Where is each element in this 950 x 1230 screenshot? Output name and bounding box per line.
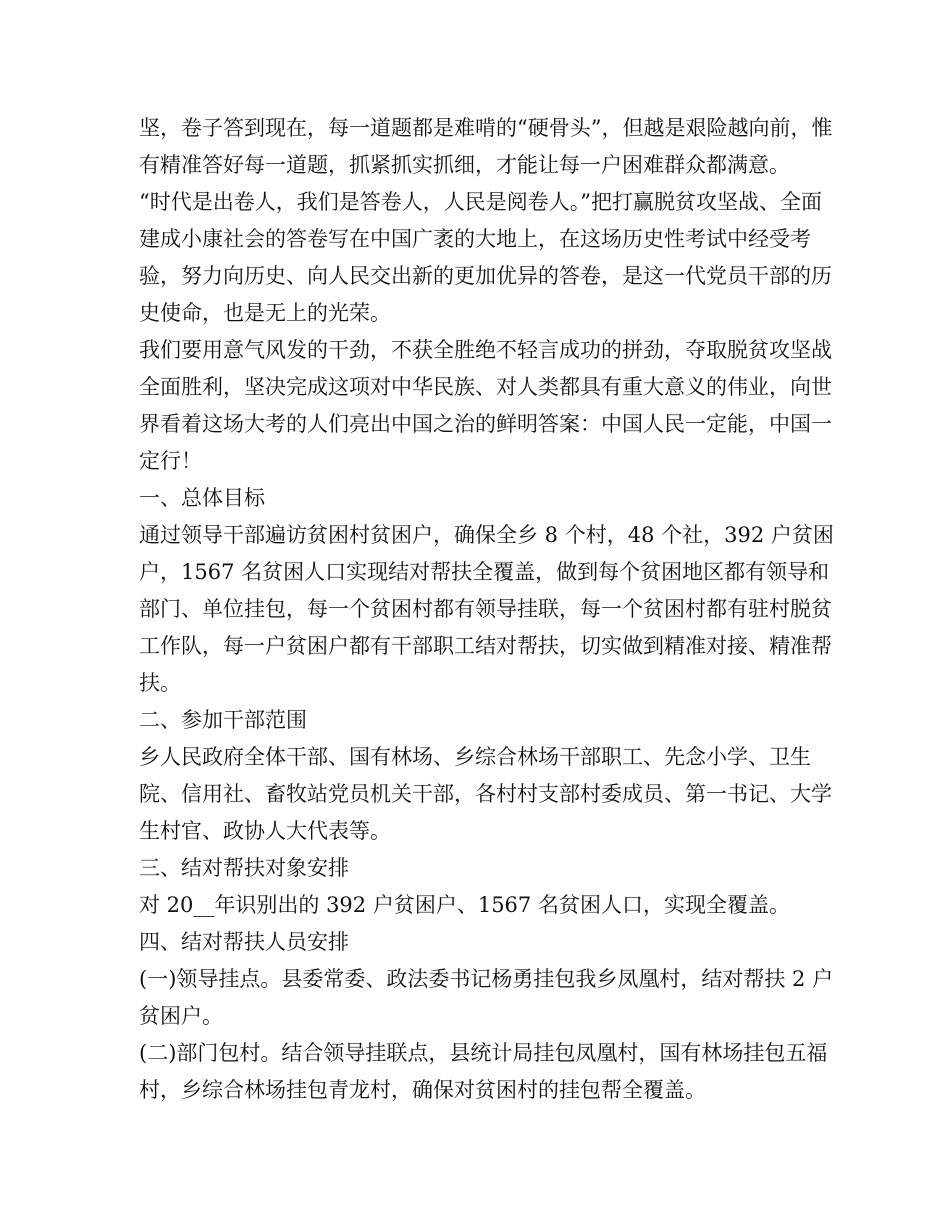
paragraph-leader-point: (一)领导挂点。县委常委、政法委书记杨勇挂包我乡凤凰村，结对帮扶 2 户贫困户。 <box>139 967 834 1028</box>
paragraph-quote: “时代是出卷人，我们是答卷人，人民是阅卷人。”把打赢脱贫攻坚战、全面建成小康社会的答卷写在中国广袤的大地上，在这场历史性考试中经受考验，努力向历史、向人民交出新的更加优异的答卷，是这一代党员干部的历史使命，也是无上的光荣。 <box>139 190 832 325</box>
section-heading-overall-goal: 一、总体目标 <box>139 486 265 510</box>
section-heading-target-arrangement: 三、结对帮扶对象安排 <box>139 856 349 880</box>
document-body <box>139 110 839 1109</box>
paragraph-department-village: (二)部门包村。结合领导挂联点，县统计局挂包凤凰村，国有林场挂包五福村，乡综合林场挂包青龙村，确保对贫困村的挂包帮全覆盖。 <box>139 1041 828 1102</box>
paragraph-overall-goal: 通过领导干部遍访贫困村贫困户，确保全乡 8 个村，48 个社，392 户贫困户，1567 名贫困人口实现结对帮扶全覆盖，做到每个贫困地区都有领导和部门、单位挂包，每一个贫困村都有领导挂联，每一个贫困村都有驻村脱贫工作队，每一户贫困户都有干部职工结对帮扶，切实做到精准对接、精准帮扶。 <box>139 523 834 695</box>
section-heading-cadre-scope: 二、参加干部范围 <box>139 708 307 732</box>
paragraph-cadre-scope: 乡人民政府全体干部、国有林场、乡综合林场干部职工、先念小学、卫生院、信用社、畜牧站党员机关干部，各村村支部村委成员、第一书记、大学生村官、政协人大代表等。 <box>139 745 832 843</box>
paragraph-resolve: 我们要用意气风发的干劲，不获全胜绝不轻言成功的拼劲，夺取脱贫攻坚战全面胜利，坚决完成这项对中华民族、对人类都具有重大意义的伟业，向世界看着这场大考的人们亮出中国之治的鲜明答案：中国人民一定能，中国一定行！ <box>139 338 832 473</box>
section-heading-personnel-arrangement: 四、结对帮扶人员安排 <box>139 930 349 954</box>
paragraph-target-arrangement: 对 20__年识别出的 392 户贫困户、1567 名贫困人口，实现全覆盖。 <box>139 893 790 917</box>
paragraph-intro-continued: 坚，卷子答到现在，每一道题都是难啃的“硬骨头”，但越是艰险越向前，惟有精准答好每一道题，抓紧抓实抓细，才能让每一户困难群众都满意。 <box>139 116 833 177</box>
